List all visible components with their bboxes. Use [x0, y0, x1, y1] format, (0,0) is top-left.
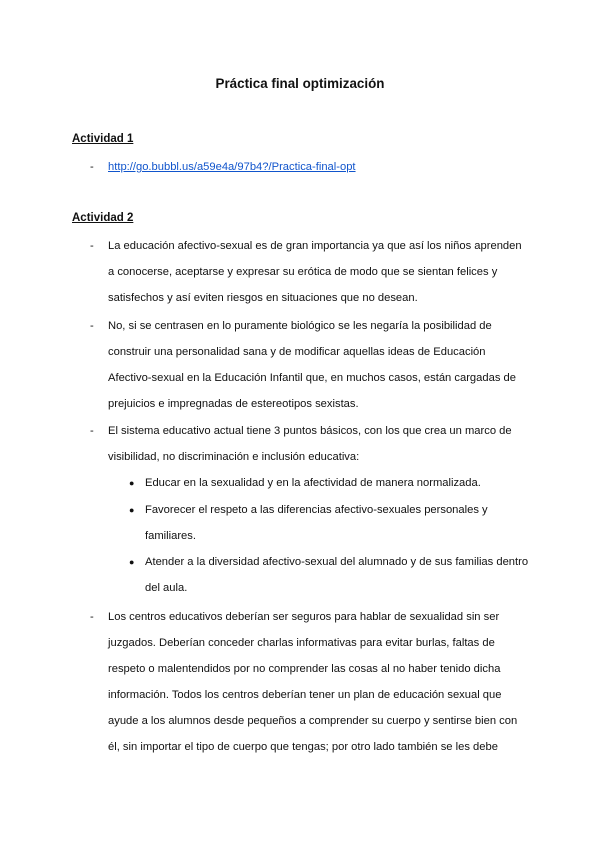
bullet-text: Educar en la sexualidad y en la afectividad de manera normalizada.: [145, 477, 481, 489]
dash-marker: -: [90, 611, 94, 623]
section-heading-actividad-1: Actividad 1: [72, 133, 134, 145]
dash-marker: -: [90, 425, 94, 437]
list-item: [90, 604, 530, 760]
bullet-marker: ●: [129, 557, 135, 567]
list-item: [90, 418, 530, 470]
paragraph-text: El sistema educativo actual tiene 3 puntos básicos, con los que crea un marco de visibilidad, no discriminación e inclusión educativa:: [108, 425, 512, 463]
document-title: Práctica final optimización: [215, 76, 385, 91]
paragraph-text: No, si se centrasen en lo puramente biológico se les negaría la posibilidad de construir una personalidad sana y de modificar aquellas ideas de Educación Afectivo-sexual en la Educación Infantil que, en muchos casos, están cargadas de prejuicios e impregnadas de estereotipos sexistas.: [108, 320, 516, 410]
list-item: [90, 233, 530, 311]
section-heading-actividad-2: Actividad 2: [72, 212, 134, 224]
list-item: [90, 313, 530, 417]
bullet-text: Favorecer el respeto a las diferencias afectivo-sexuales personales y familiares.: [145, 504, 488, 542]
bullet-marker: ●: [129, 478, 135, 488]
bubbl-link[interactable]: http://go.bubbl.us/a59e4a/97b4?/Practica-final-opt: [108, 161, 356, 173]
bullet-item: [129, 497, 529, 549]
bullet-text: Atender a la diversidad afectivo-sexual del alumnado y de sus familias dentro del aula.: [145, 556, 529, 594]
bullet-item: [129, 549, 529, 601]
paragraph-text: La educación afectivo-sexual es de gran importancia ya que así los niños aprenden a conocerse, aceptarse y expresar su erótica de modo que se sientan felices y satisfechos y así eviten riesgos en situaciones que no desean.: [108, 240, 522, 304]
dash-marker: -: [90, 320, 94, 332]
dash-marker: -: [90, 240, 94, 252]
dash-marker: -: [90, 161, 94, 173]
list-item: [90, 154, 530, 180]
bullet-marker: ●: [129, 505, 135, 515]
paragraph-text: Los centros educativos deberían ser seguros para hablar de sexualidad sin ser juzgados. Deberían conceder charlas informativas para evitar burlas, faltas de respeto o malentendidos por no comprender las cosas al no haber tenido dicha información. Todos los centros deberían tener un plan de educación sexual que ayude a los alumnos desde pequeños a comprender su cuerpo y sentirse bien con él, sin importar el tipo de cuerpo que tengas; por otro lado también se les debe: [108, 611, 518, 753]
bullet-item: [129, 470, 529, 496]
